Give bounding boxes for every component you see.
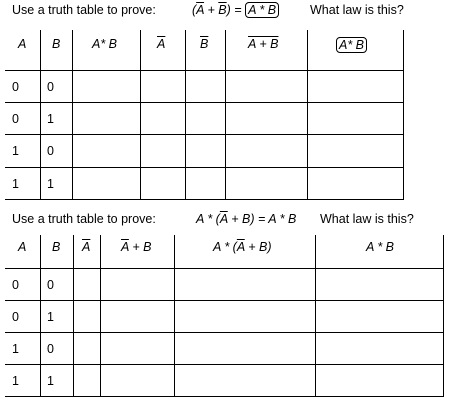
eq2-a-bar: $\overline{A}$ — [219, 212, 228, 226]
t1-header-not-a: $\overline{A}$ — [157, 37, 166, 51]
t2-header-a-and-not-a-or-b — [213, 240, 271, 254]
t1-header-a-and-b: A* B — [92, 37, 118, 51]
t1-row2-a: 0 — [12, 112, 19, 126]
eq1-equals: = — [230, 3, 246, 17]
t2-header-not-a-or-b-rest: + B — [128, 240, 152, 254]
t1-header-b: B — [52, 37, 61, 51]
eq2-star-open: * ( — [203, 212, 220, 226]
t2-header-a-and-b: A * B — [366, 240, 395, 254]
eq1-rhs: A * B — [245, 2, 279, 18]
table2-question: What law is this? — [320, 212, 414, 226]
t2-header-a-and-part2: + B) — [244, 240, 272, 254]
t1-row2-b: 1 — [47, 112, 54, 126]
eq2-a: A — [196, 212, 204, 226]
t1-row3-a: 1 — [12, 144, 19, 158]
t1-header-not-a-and-b: A* B — [336, 37, 367, 53]
t2-header-a: A — [18, 240, 27, 254]
table2-equation — [196, 212, 296, 226]
t2-row1-a: 0 — [12, 278, 19, 292]
t2-header-a-and-abar: $\overline{A}$ — [236, 240, 245, 254]
eq2-rhs: A * B — [268, 212, 297, 226]
t2-header-a-and-part1: A * ( — [213, 240, 237, 254]
eq2-equals: = — [254, 212, 269, 226]
t1-header-a: A — [18, 37, 27, 51]
t2-row3-a: 1 — [12, 342, 19, 356]
eq1-lhs-a: $\overline{A}$ — [196, 3, 205, 17]
t2-row4-a: 1 — [12, 374, 19, 388]
table1-question: What law is this? — [310, 3, 404, 17]
t2-header-b: B — [52, 240, 61, 254]
table2-prompt: Use a truth table to prove: — [12, 212, 156, 226]
t1-row4-a: 1 — [12, 177, 19, 191]
table1-prompt: Use a truth table to prove: — [12, 3, 156, 17]
t2-header-not-a-or-b — [121, 240, 151, 254]
t1-row3-b: 0 — [47, 144, 54, 158]
t2-row1-b: 0 — [47, 278, 54, 292]
t1-row4-b: 1 — [47, 177, 54, 191]
t2-row2-a: 0 — [12, 310, 19, 324]
eq1-lhs-plus: + — [204, 3, 219, 17]
t1-header-not-b: $\overline{B}$ — [200, 37, 209, 51]
eq1-lhs-close: ) — [226, 3, 231, 17]
t1-header-not-a-or-not-b: A + B — [248, 37, 279, 51]
eq1-lhs-b: $\overline{B}$ — [218, 3, 227, 17]
t1-row1-b: 0 — [47, 80, 54, 94]
t2-header-not-a: $\overline{A}$ — [82, 240, 91, 254]
table1-equation — [192, 3, 279, 17]
t2-row4-b: 1 — [47, 374, 54, 388]
t1-row1-a: 0 — [12, 80, 19, 94]
t2-row3-b: 0 — [47, 342, 54, 356]
eq2-plus-b: + B) — [227, 212, 255, 226]
t2-row2-b: 1 — [47, 310, 54, 324]
t2-header-not-a-or-b-abar: $\overline{A}$ — [121, 240, 129, 254]
eq1-lhs-open: ( — [192, 3, 197, 17]
